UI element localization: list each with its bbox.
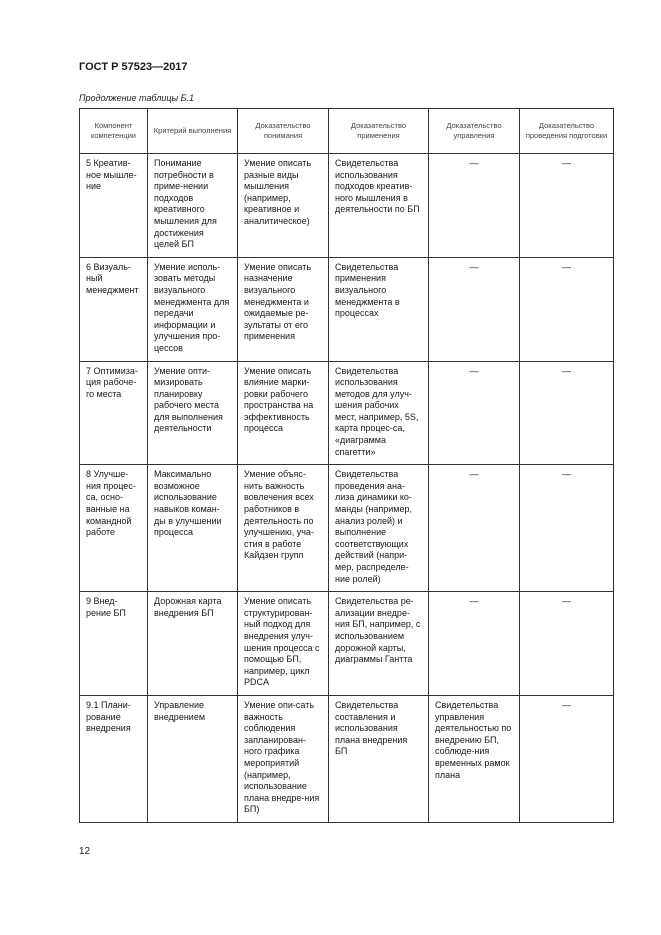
table-cell: Понимание потребности в приме-нении подходов креативного мышления для достижения целей БП xyxy=(148,154,238,258)
column-header: Критерий выполнения xyxy=(148,109,238,154)
table-cell: — xyxy=(429,154,520,258)
table-row xyxy=(80,592,614,696)
table-cell: Умение описать структурирован-ный подход для внедрения улуч-шения процесса с помощью БП, например, цикл PDCA xyxy=(238,592,329,696)
document-header: ГОСТ Р 57523—2017 xyxy=(79,61,188,73)
table-row xyxy=(80,695,614,822)
table-cell: Умение описать влияние марки-ровки рабочего пространства на эффективность процесса xyxy=(238,361,329,465)
table-cell: — xyxy=(520,695,614,822)
table-cell: — xyxy=(429,592,520,696)
table-cell: 9 Внед-рение БП xyxy=(80,592,148,696)
table-cell: Умение опи-сать важность соблюдения запланирован-ного графика мероприятий (например, использование плана внедре-ния БП) xyxy=(238,695,329,822)
table-caption: Продолжение таблицы Б.1 xyxy=(79,93,195,103)
table-row xyxy=(80,257,614,361)
table-cell: — xyxy=(429,361,520,465)
table-cell: — xyxy=(520,257,614,361)
table-cell: Свидетельства использования подходов креатив-ного мышления в деятельности по БП xyxy=(329,154,429,258)
table-cell: Свидетельства составления и использования плана внедрения БП xyxy=(329,695,429,822)
table-cell: 9.1 Плани-рование внедрения xyxy=(80,695,148,822)
table-cell: — xyxy=(520,361,614,465)
column-header: Компонент компетенции xyxy=(80,109,148,154)
table-cell: Умение описать разные виды мышления (например, креативное и аналитическое) xyxy=(238,154,329,258)
table-cell: Дорожная карта внедрения БП xyxy=(148,592,238,696)
table-cell: 5 Креатив-ное мышле-ние xyxy=(80,154,148,258)
table-cell: Свидетельства ре-ализации внедре-ния БП, например, с использованием дорожной карты, диаграммы Гантта xyxy=(329,592,429,696)
table-cell: Умение исполь-зовать методы визуального менеджмента для передачи информации и улучшения про-цессов xyxy=(148,257,238,361)
table-header-row xyxy=(80,109,614,154)
column-header: Доказательство проведения подготовки xyxy=(520,109,614,154)
column-header: Доказательство понимания xyxy=(238,109,329,154)
table-cell: Свидетельства использования методов для улуч-шения рабочих мест, например, 5S, карта процес-са, «диаграмма спагетти» xyxy=(329,361,429,465)
page-number: 12 xyxy=(79,846,91,857)
table-cell: 8 Улучше-ния процес-са, осно-ванные на командной работе xyxy=(80,465,148,592)
table-cell: — xyxy=(429,257,520,361)
table-cell: Умение опти-мизировать планировку рабочего места для выполнения деятельности xyxy=(148,361,238,465)
table-cell: Умение объяс-нить важность вовлечения всех работников в деятельность по улучшению, уча-стия в работе Кайдзен групп xyxy=(238,465,329,592)
table-cell: Свидетельства управления деятельностью по внедрению БП, соблюде-ния временных рамок плана xyxy=(429,695,520,822)
table-cell: Свидетельства проведения ана-лиза динамики ко-манды (например, анализ ролей) и выполнение соответствующих действий (напри-мер, распределе-ние ролей) xyxy=(329,465,429,592)
table-row xyxy=(80,361,614,465)
table-row xyxy=(80,465,614,592)
table-cell: — xyxy=(429,465,520,592)
table-cell: — xyxy=(520,592,614,696)
table-cell: Умение описать назначение визуального менеджмента и ожидаемые ре-зультаты от его применения xyxy=(238,257,329,361)
table-cell: — xyxy=(520,154,614,258)
table-row xyxy=(80,154,614,258)
table-cell: Управление внедрением xyxy=(148,695,238,822)
table-cell: 7 Оптимиза-ция рабоче-го места xyxy=(80,361,148,465)
table-cell: 6 Визуаль-ный менеджмент xyxy=(80,257,148,361)
competency-table xyxy=(79,108,614,823)
column-header: Доказательство применения xyxy=(329,109,429,154)
column-header: Доказательство управления xyxy=(429,109,520,154)
table-cell: Максимально возможное использование навыков коман-ды в улучшении процесса xyxy=(148,465,238,592)
table-cell: — xyxy=(520,465,614,592)
table-cell: Свидетельства применения визуального менеджмента в процессах xyxy=(329,257,429,361)
